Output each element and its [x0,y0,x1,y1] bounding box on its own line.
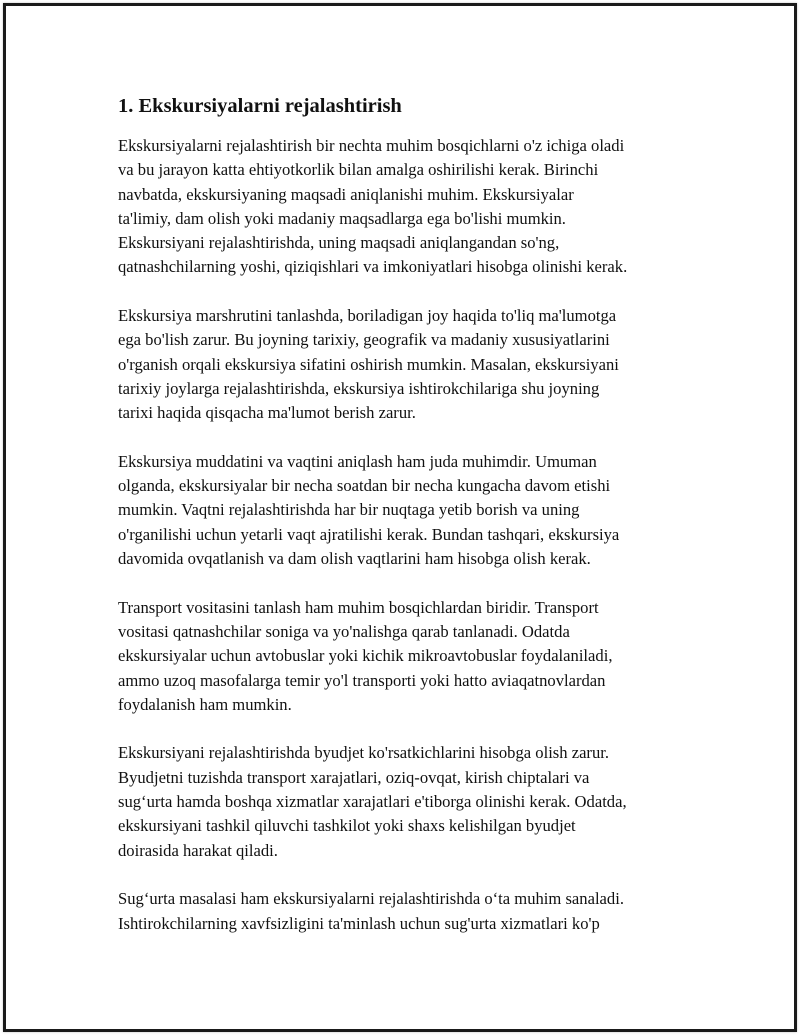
text-line: va bu jarayon katta ehtiyotkorlik bilan amalga oshirilishi kerak. Birinchi [118,160,599,180]
paragraph-transport [118,596,688,717]
text-line: ammo uzoq masofalarga temir yo'l transporti yoki hatto aviaqatnovlardan [118,670,606,690]
text-line: tarixi haqida qisqacha ma'lumot berish zarur. [118,403,416,423]
text-line: ega bo'lish zarur. Bu joyning tarixiy, geografik va madaniy xususiyatlarini [118,330,610,350]
text-line: Ekskursiya muddatini va vaqtini aniqlash ham juda muhimdir. Umuman [118,451,597,471]
text-line: mumkin. Vaqtni rejalashtirishda har bir nuqtaga yetib borish va uning [118,500,580,520]
paragraph-route [118,304,688,425]
text-line: Sug‘urta masalasi ham ekskursiyalarni rejalashtirishda o‘ta muhim sanaladi. [118,889,624,909]
text-line: sug‘urta hamda boshqa xizmatlar xarajatlari e'tiborga olinishi kerak. Odatda, [118,792,627,812]
text-line: davomida ovqatlanish va dam olish vaqtlarini ham hisobga olish kerak. [118,549,591,569]
text-line: Byudjetni tuzishda transport xarajatlari, oziq-ovqat, kirish chiptalari va [118,767,590,787]
text-line: vositasi qatnashchilar soniga va yo'nalishga qarab tanlanadi. Odatda [118,621,570,641]
text-line: olganda, ekskursiyalar bir necha soatdan bir necha kungacha davom etishi [118,476,611,496]
text-line: ekskursiyani tashkil qiluvchi tashkilot yoki shaxs kelishilgan byudjet [118,816,576,836]
text-line: ekskursiyalar uchun avtobuslar yoki kichik mikroavtobuslar foydalaniladi, [118,646,613,666]
text-line: navbatda, ekskursiyaning maqsadi aniqlanishi muhim. Ekskursiyalar [118,184,574,204]
document-body [118,92,688,960]
paragraph-insurance [118,887,688,936]
text-line: ta'limiy, dam olish yoki madaniy maqsadlarga ega bo'lishi mumkin. [118,208,566,228]
text-line: tarixiy joylarga rejalashtirishda, ekskursiya ishtirokchilariga shu joyning [118,378,600,398]
paragraph-duration [118,450,688,571]
text-line: Transport vositasini tanlash ham muhim bosqichlardan biridir. Transport [118,597,599,617]
text-line: Ishtirokchilarning xavfsizligini ta'minlash uchun sug'urta xizmatlari ko'p [118,913,600,933]
text-line: Ekskursiyani rejalashtirishda, uning maqsadi aniqlangandan so'ng, [118,233,560,253]
text-line: qatnashchilarning yoshi, qiziqishlari va imkoniyatlari hisobga olinishi kerak. [118,257,628,277]
text-line: Ekskursiya marshrutini tanlashda, boriladigan joy haqida to'liq ma'lumotga [118,306,617,326]
text-line: o'rganish orqali ekskursiya sifatini oshirish mumkin. Masalan, ekskursiyani [118,354,619,374]
paragraph-budget [118,741,688,862]
text-line: doirasida harakat qiladi. [118,840,278,860]
text-line: Ekskursiyalarni rejalashtirish bir nechta muhim bosqichlarni o'z ichiga oladi [118,136,625,155]
text-line: foydalanish ham mumkin. [118,694,292,714]
text-line: Ekskursiyani rejalashtirishda byudjet ko'rsatkichlarini hisobga olish zarur. [118,743,610,763]
section-title: 1. Ekskursiyalarni rejalashtirish [118,95,402,117]
paragraph-purpose [118,134,688,280]
text-line: o'rganilishi uchun yetarli vaqt ajratilishi kerak. Bundan tashqari, ekskursiya [118,524,620,544]
